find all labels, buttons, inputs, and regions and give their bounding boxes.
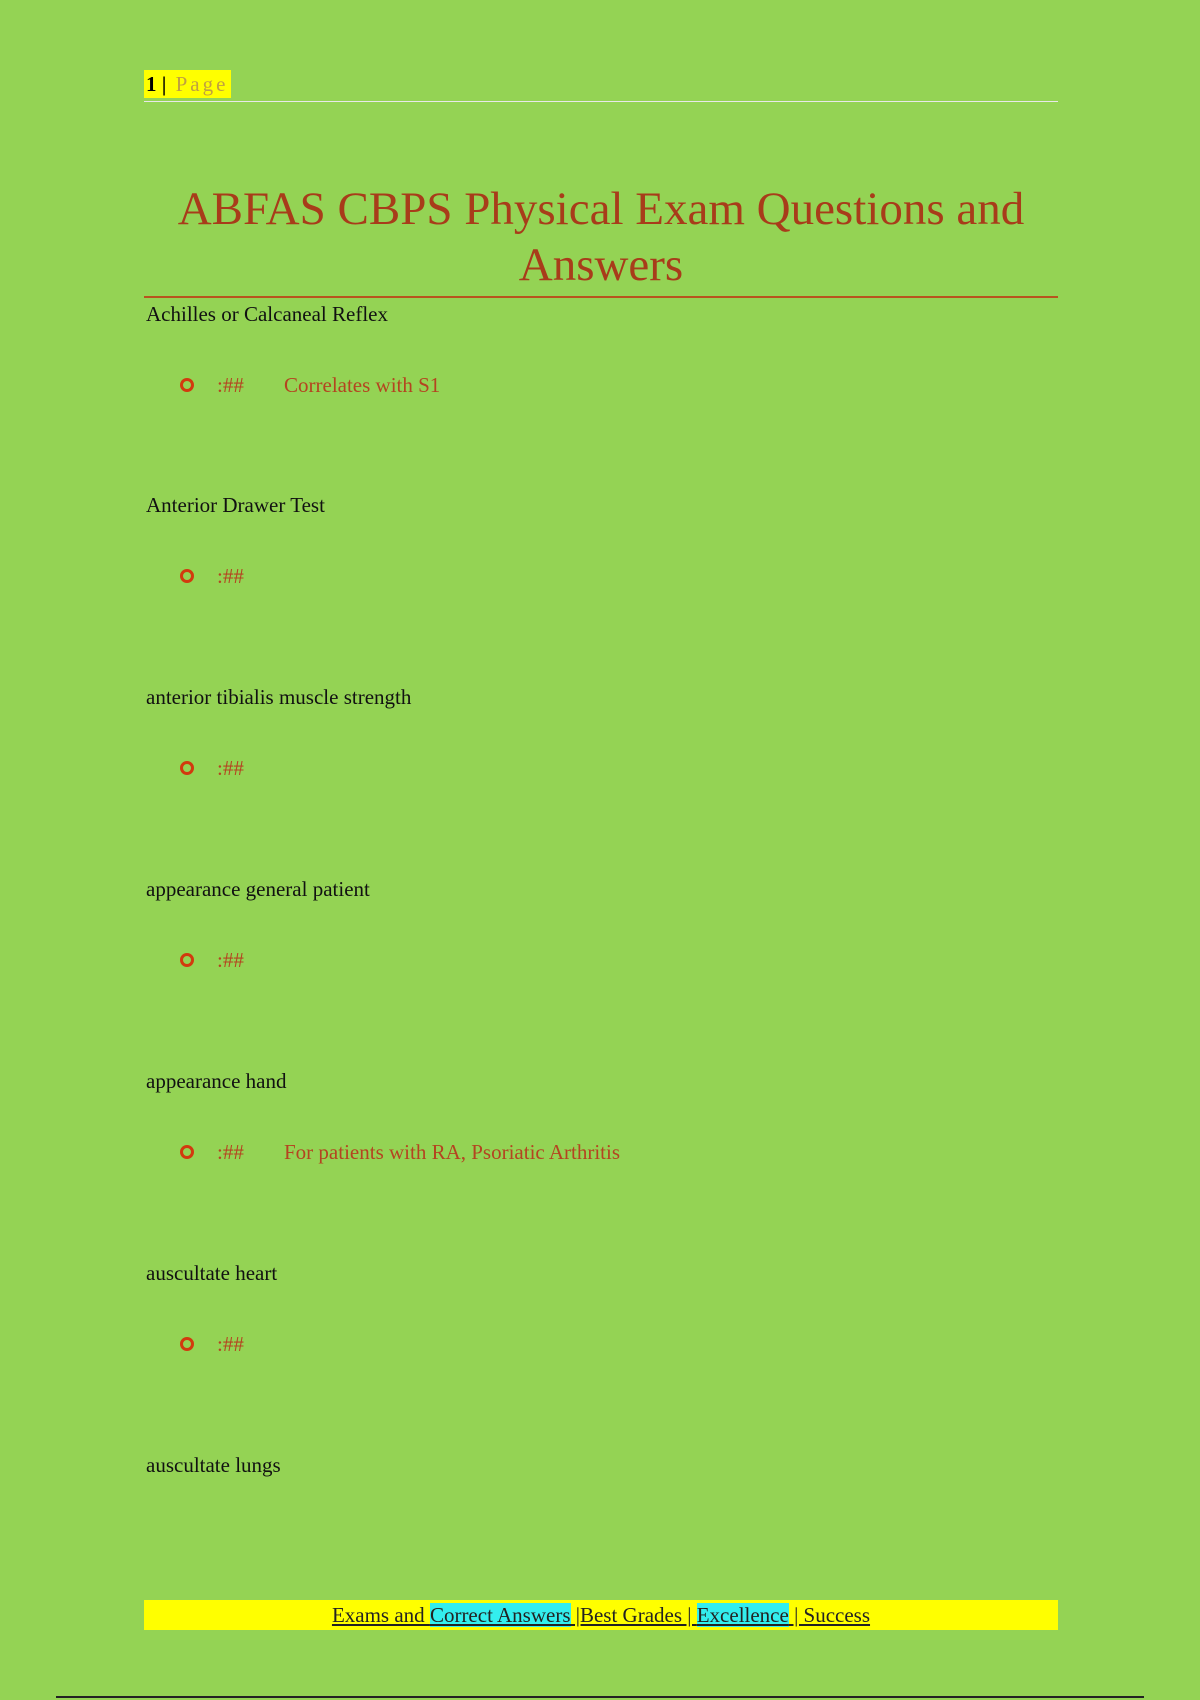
page-header (144, 70, 231, 98)
answer-item (180, 755, 284, 781)
question-text: auscultate lungs (146, 1453, 281, 1477)
header-divider (144, 101, 1058, 102)
page-word: Page (175, 72, 229, 96)
circle-bullet-icon (180, 1337, 194, 1351)
answer-marker: :## (217, 373, 244, 397)
question-text: Anterior Drawer Test (146, 493, 325, 517)
answer-marker: :## (217, 1140, 244, 1164)
answer-item (180, 1331, 284, 1357)
circle-bullet-icon (180, 953, 194, 967)
circle-bullet-icon (180, 1145, 194, 1159)
circle-bullet-icon (180, 569, 194, 583)
document-title: ABFAS CBPS Physical Exam Questions and Answers (177, 183, 1025, 291)
circle-bullet-icon (180, 378, 194, 392)
answer-item (180, 563, 284, 589)
answer-item (180, 1139, 620, 1165)
answer-item (180, 372, 440, 398)
question-text: appearance hand (146, 1069, 287, 1093)
footer-text: Exams and (331, 1603, 430, 1627)
question-text: appearance general patient (146, 877, 370, 901)
page-number: 1 (146, 72, 157, 96)
footer-banner (144, 1600, 1058, 1630)
footer-highlight: Correct Answers (429, 1603, 571, 1627)
answer-text: For patients with RA, Psoriatic Arthritis (284, 1140, 620, 1164)
footer-text: | Success (788, 1603, 871, 1627)
answer-marker: :## (217, 756, 244, 780)
answer-marker: :## (217, 1332, 244, 1356)
answer-text: Correlates with S1 (284, 373, 441, 397)
answer-marker: :## (217, 564, 244, 588)
footer-text: |Best Grades | (570, 1603, 697, 1627)
question-text: anterior tibialis muscle strength (146, 685, 412, 709)
question-text: auscultate heart (146, 1261, 278, 1285)
question-text: Achilles or Calcaneal Reflex (146, 302, 388, 326)
answer-item (180, 947, 284, 973)
circle-bullet-icon (180, 761, 194, 775)
title-divider (144, 296, 1058, 298)
footer-highlight: Excellence (696, 1603, 789, 1627)
page-bottom-divider (56, 1696, 1144, 1698)
page-separator: | (161, 72, 167, 96)
answer-marker: :## (217, 948, 244, 972)
